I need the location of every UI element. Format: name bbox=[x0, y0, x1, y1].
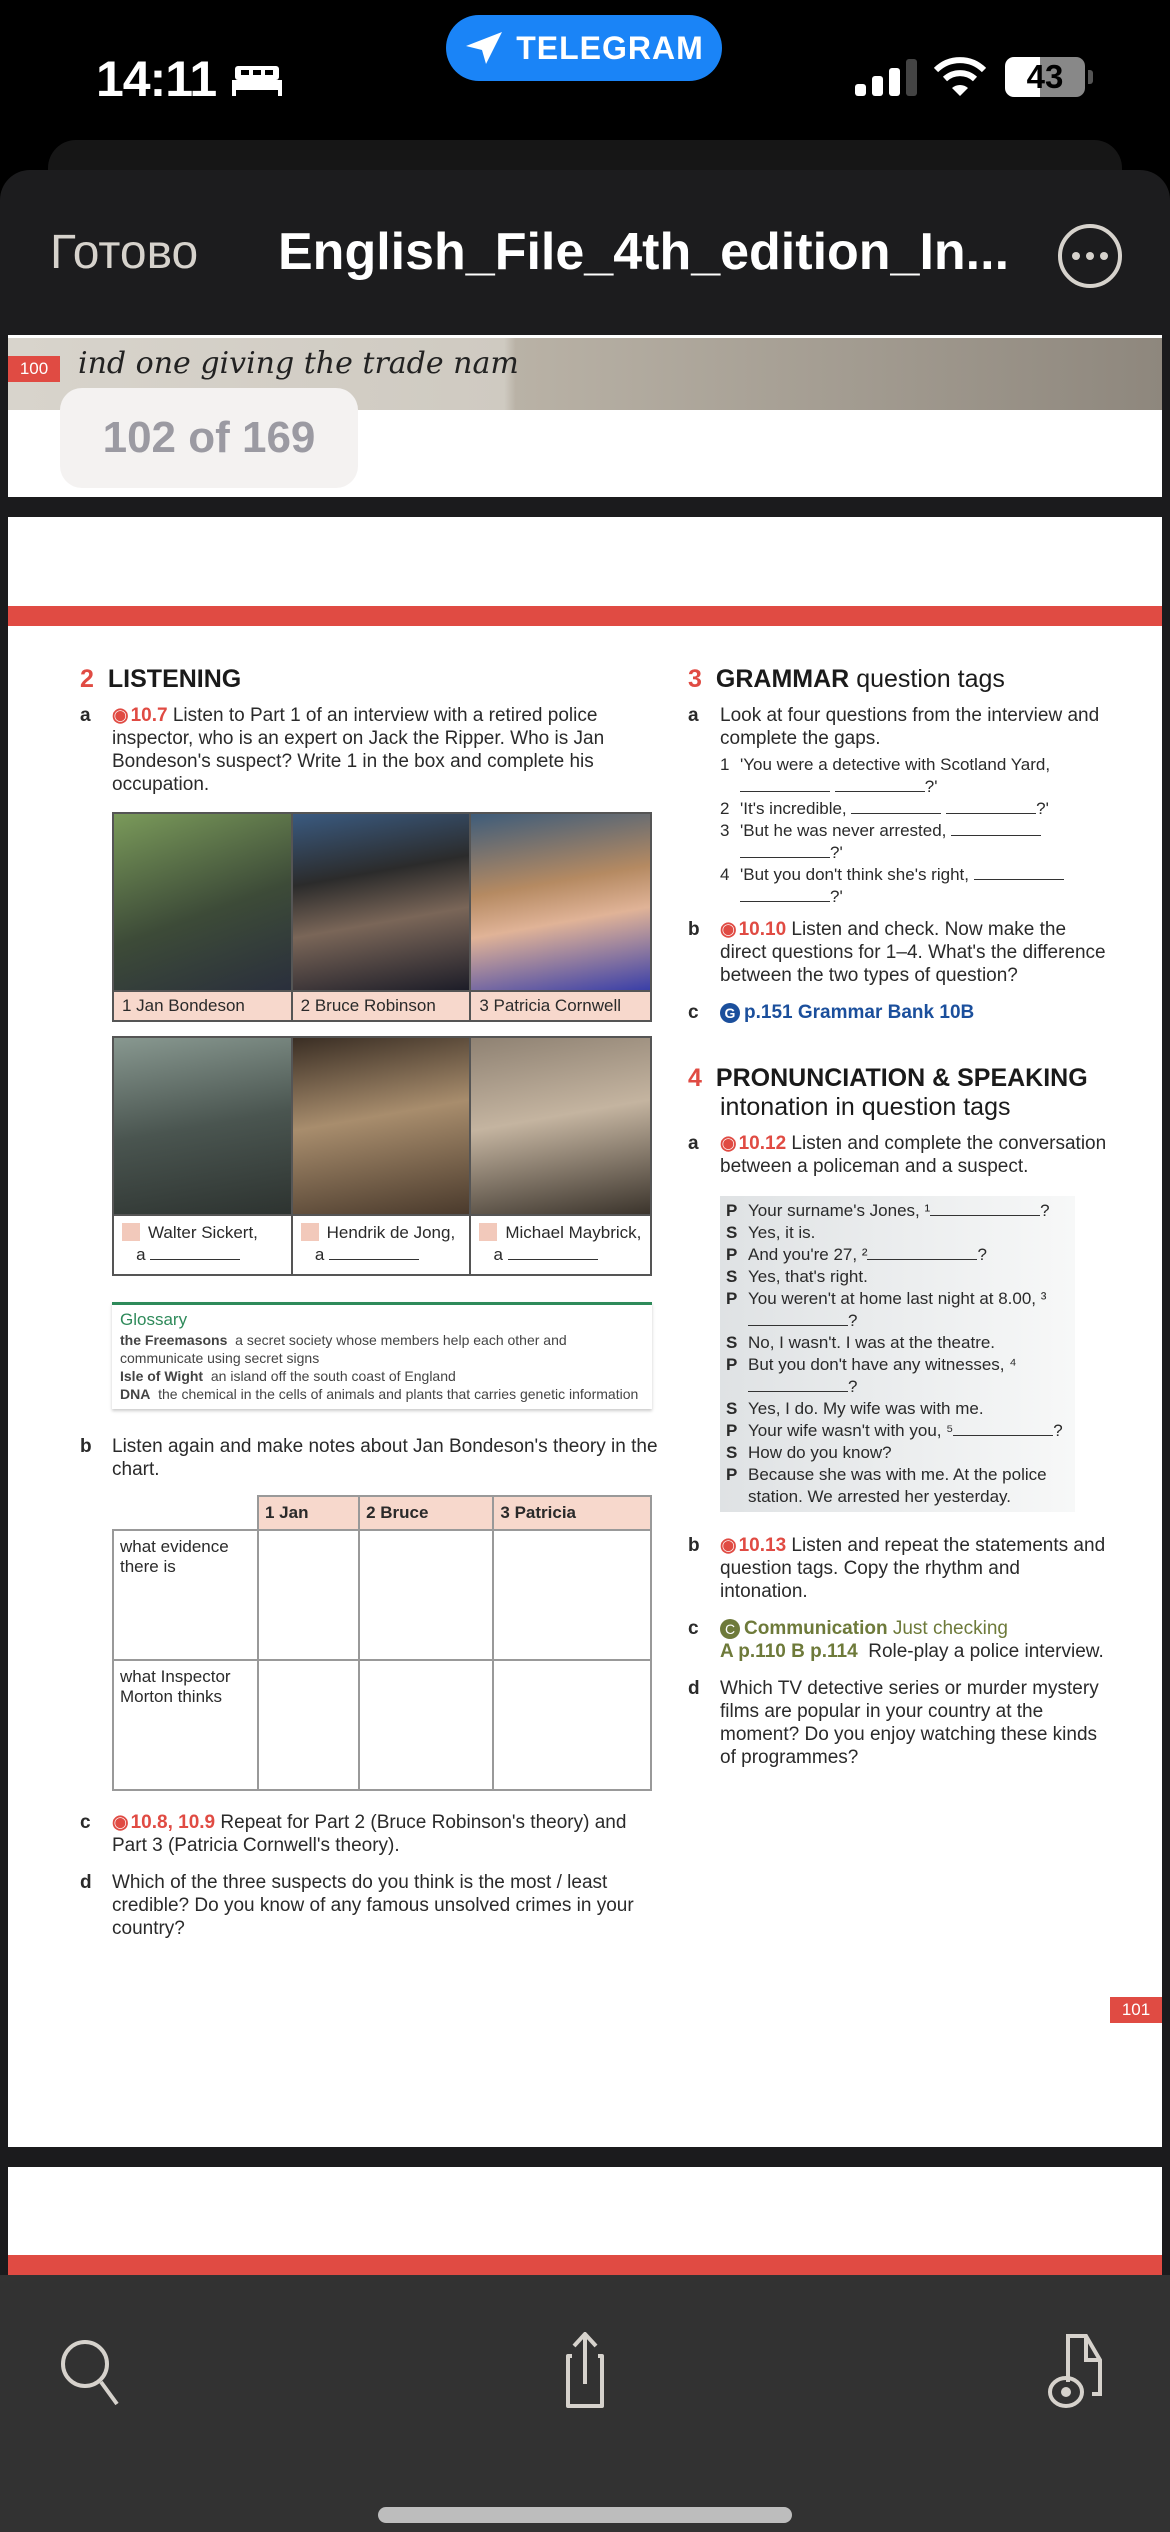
battery-nub bbox=[1088, 70, 1093, 84]
nav-bar bbox=[0, 170, 1170, 335]
photo-jan-bondeson bbox=[114, 814, 293, 990]
answer-box[interactable] bbox=[301, 1223, 319, 1241]
exercise-c: c G p.151 Grammar Bank 10B bbox=[688, 1001, 1108, 1024]
exercise-c: c C Communication Just checking A p.110 B p.114 Role-play a police interview. bbox=[688, 1617, 1108, 1663]
home-indicator[interactable] bbox=[378, 2507, 792, 2523]
exercise-a: a ◉ 10.7 Listen to Part 1 of an interview with a retired police inspector, who is an expert on Jack the Ripper. Who is Jan Bondeson's suspect? Write 1 in the box and complete his occupation. bbox=[80, 704, 660, 796]
answer-box[interactable] bbox=[122, 1223, 140, 1241]
battery-level: 43 bbox=[1026, 58, 1064, 95]
chart-cell[interactable] bbox=[359, 1530, 493, 1660]
photo-michael-maybrick bbox=[471, 1038, 650, 1214]
caption-bruce-robinson: 2 Bruce Robinson bbox=[293, 990, 472, 1020]
bottom-toolbar bbox=[0, 2275, 1170, 2532]
dialogue-line: P You weren't at home last night at 8.00, ³? bbox=[726, 1289, 1047, 1330]
photo-patricia-cornwell bbox=[471, 814, 650, 990]
audio-icon[interactable]: ◉ 10.12 bbox=[720, 1133, 786, 1154]
photo-bruce-robinson bbox=[293, 814, 472, 990]
audio-icon[interactable]: ◉ 10.13 bbox=[720, 1535, 786, 1556]
section-heading: 3 GRAMMAR question tags bbox=[688, 665, 1005, 693]
page-indicator: 102 of 169 bbox=[60, 388, 358, 488]
section-heading: 4 PRONUNCIATION & SPEAKING intonation in question tags bbox=[688, 1064, 1088, 1121]
dialogue-line: P Your wife wasn't with you, ⁵ ? bbox=[726, 1421, 1063, 1440]
caption-jan-bondeson: 1 Jan Bondeson bbox=[114, 990, 293, 1020]
dialogue-line: P And you're 27, ² ? bbox=[726, 1245, 987, 1264]
grammar-bank-link[interactable]: G p.151 Grammar Bank 10B bbox=[720, 1002, 974, 1023]
clock: 14:11 bbox=[96, 51, 217, 107]
share-icon[interactable] bbox=[550, 2332, 620, 2412]
cellular-signal-icon bbox=[855, 58, 917, 96]
telegram-label: TELEGRAM bbox=[516, 29, 704, 66]
search-icon[interactable] bbox=[55, 2332, 125, 2412]
dialogue-line: P Because she was with me. At the police station. We arrested her yesterday. bbox=[726, 1465, 1047, 1506]
chart-row-label: what evidence there is bbox=[113, 1530, 258, 1660]
chart-cell[interactable] bbox=[359, 1660, 493, 1790]
audio-icon[interactable]: ◉ 10.8, 10.9 bbox=[112, 1812, 215, 1833]
dialogue-line: P But you don't have any witnesses, ⁴? bbox=[726, 1355, 1017, 1396]
gap-item: 4 'But you don't think she's right, ?' bbox=[720, 864, 1108, 908]
section-heading: 2 LISTENING bbox=[80, 665, 242, 693]
communication-link[interactable]: C Communication Just checking bbox=[720, 1618, 1008, 1639]
communication-pages[interactable]: A p.110 B p.114 bbox=[720, 1641, 858, 1662]
current-page bbox=[8, 517, 1162, 2147]
pdf-viewer[interactable] bbox=[0, 335, 1170, 2275]
chart-header: 1 Jan bbox=[258, 1496, 359, 1530]
exercise-c: c ◉ 10.8, 10.9 Repeat for Part 2 (Bruce Robinson's theory) and Part 3 (Patricia Cornwell's theory). bbox=[80, 1811, 660, 1857]
experts-photo-grid bbox=[112, 812, 652, 1022]
audio-icon[interactable]: ◉ 10.7 bbox=[112, 705, 168, 726]
chart-header: 3 Patricia bbox=[493, 1496, 651, 1530]
glossary-item: the Freemasons a secret society whose members help each other and communicate using secret signs bbox=[120, 1332, 567, 1366]
battery-icon bbox=[1005, 57, 1085, 97]
telegram-return-pill[interactable] bbox=[446, 15, 722, 81]
exercise-b: b ◉ 10.13 Listen and repeat the statements and question tags. Copy the rhythm and intonation. bbox=[688, 1534, 1108, 1603]
answer-box[interactable] bbox=[479, 1223, 497, 1241]
gap-item: 1 'You were a detective with Scotland Yard, ?' bbox=[720, 755, 1051, 796]
chart-cell[interactable] bbox=[258, 1660, 359, 1790]
audio-icon[interactable]: ◉ 10.10 bbox=[720, 919, 786, 940]
listening-section bbox=[80, 665, 660, 1940]
caption-patricia-cornwell: 3 Patricia Cornwell bbox=[471, 990, 650, 1020]
suspects-photo-grid bbox=[112, 1036, 652, 1276]
ellipsis-circle-icon[interactable] bbox=[1058, 224, 1122, 288]
document-eye-icon[interactable] bbox=[1040, 2332, 1110, 2412]
suspect-hendrik-de-jong: Hendrik de Jong, a bbox=[293, 1214, 472, 1274]
page-header-bar bbox=[8, 606, 1162, 626]
dialogue-line: S No, I wasn't. I was at the theatre. bbox=[726, 1333, 996, 1352]
notes-chart bbox=[112, 1495, 652, 1791]
gap-item: 3 'But he was never arrested, ?' bbox=[720, 820, 1108, 864]
suspect-michael-maybrick: Michael Maybrick, a bbox=[471, 1214, 650, 1274]
exercise-d: d Which of the three suspects do you think is the most / least credible? Do you know of any famous unsolved crimes in your country? bbox=[80, 1872, 634, 1939]
gap-fill-list bbox=[688, 754, 1108, 908]
dialogue-box bbox=[720, 1196, 1075, 1512]
dialogue-line: S Yes, that's right. bbox=[726, 1267, 868, 1286]
page-number-tag: 100 bbox=[8, 356, 60, 382]
document-title: English_File_4th_edition_In... bbox=[278, 223, 1010, 281]
done-button[interactable]: Готово bbox=[50, 226, 199, 279]
dialogue-line: P Your surname's Jones, ¹ ? bbox=[726, 1201, 1050, 1220]
glossary-item: DNA the chemical in the cells of animals and plants that carries genetic information bbox=[120, 1386, 639, 1402]
page-number-tag: 101 bbox=[1110, 1997, 1162, 2023]
exercise-b: b Listen again and make notes about Jan Bondeson's theory in the chart. bbox=[80, 1436, 658, 1480]
telegram-icon bbox=[464, 30, 504, 66]
exercise-a: a ◉ 10.12 Listen and complete the conversation between a policeman and a suspect. bbox=[688, 1132, 1108, 1178]
exercise-a: a Look at four questions from the interview and complete the gaps. bbox=[688, 705, 1100, 749]
gap-item: 2 'It's incredible, ?' bbox=[720, 799, 1049, 818]
chart-cell[interactable] bbox=[493, 1530, 651, 1660]
exercise-b: b ◉ 10.10 Listen and check. Now make the direct questions for 1–4. What's the difference between the two types of question? bbox=[688, 918, 1108, 987]
dialogue-line: S How do you know? bbox=[726, 1443, 892, 1462]
glossary-item: Isle of Wight an island off the south coast of England bbox=[120, 1368, 456, 1384]
grammar-section bbox=[688, 665, 1108, 1769]
page-header-bar bbox=[8, 2255, 1162, 2275]
bed-icon bbox=[232, 62, 282, 96]
next-page bbox=[8, 2167, 1162, 2275]
wifi-icon bbox=[934, 56, 986, 96]
dialogue-line: S Yes, I do. My wife was with me. bbox=[726, 1399, 984, 1418]
handwriting-text: ind one giving the trade nam bbox=[78, 346, 519, 381]
chart-header: 2 Bruce bbox=[359, 1496, 493, 1530]
chart-row-label: what Inspector Morton thinks bbox=[113, 1660, 258, 1790]
chart-cell[interactable] bbox=[258, 1530, 359, 1660]
suspect-walter-sickert: Walter Sickert, a bbox=[114, 1214, 293, 1274]
glossary-box bbox=[112, 1302, 652, 1409]
photo-hendrik-de-jong bbox=[293, 1038, 472, 1214]
chart-cell[interactable] bbox=[493, 1660, 651, 1790]
exercise-d: d Which TV detective series or murder mystery films are popular in your country at the moment? Do you enjoy watching these kinds of programmes? bbox=[688, 1678, 1099, 1768]
photo-walter-sickert bbox=[114, 1038, 293, 1214]
glossary-title: Glossary bbox=[120, 1310, 188, 1329]
dialogue-line: S Yes, it is. bbox=[726, 1223, 816, 1242]
status-bar bbox=[0, 0, 1170, 140]
